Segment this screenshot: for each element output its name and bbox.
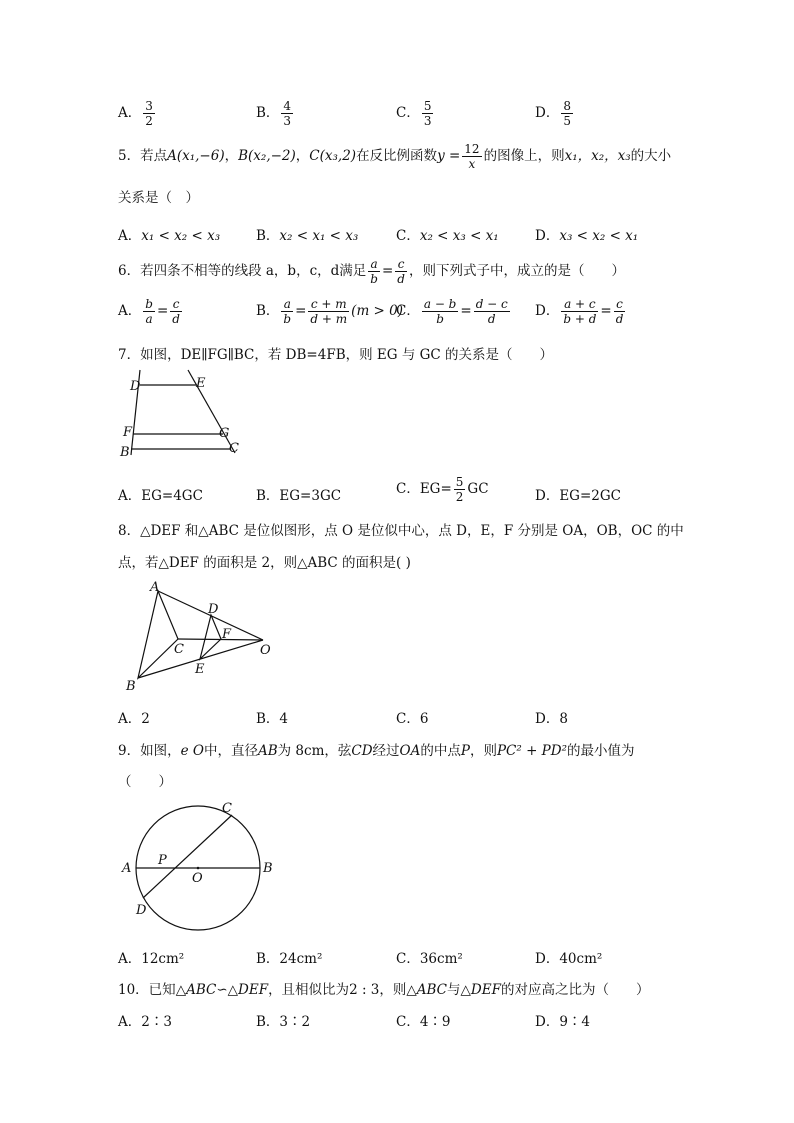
q6-option-a: A． $\frac{b}{a}$ = $\frac{c}{d}$ <box>118 297 180 326</box>
q9-label-p: P <box>158 853 167 868</box>
q8-label-a: A <box>150 580 160 595</box>
fraction: $\frac{8}{5}$ <box>563 99 571 128</box>
q5-option-d: D．x₃ < x₂ < x₁ <box>535 228 639 244</box>
q7-stem: 7．如图，DE∥FG∥BC，若 DB=4FB，则 EG 与 GC 的关系是（ ） <box>118 347 554 363</box>
q8-option-d: D．8 <box>535 711 568 727</box>
q9-stem: 9．如图，e O中，直径AB为 8cm，弦CD经过OA的中点P，则PC² + PD²的最小值为 <box>118 743 635 759</box>
fraction: $\frac{5}{2}$ <box>455 475 464 504</box>
q6-option-d: D． $\frac{a + c}{b + d}$ = $\frac{c}{d}$ <box>535 297 624 326</box>
q6-stem: 6．若四条不相等的线段 a，b，c，d满足 $\frac{a}{b}$ = $\frac{c}{d}$ ，则下列式子中，成立的是（ ） <box>118 257 625 286</box>
fraction: $\frac{a - b}{b}$ <box>423 297 457 326</box>
q9-label-c: C <box>222 801 232 816</box>
q10-option-b: B．3∶2 <box>256 1014 311 1030</box>
q7-figure <box>110 365 260 465</box>
fraction: $\frac{c}{d}$ <box>172 297 180 326</box>
q9-option-d: D．40cm² <box>535 951 603 967</box>
fraction: $\frac{b}{a}$ <box>145 297 153 326</box>
fraction: $\frac{4}{3}$ <box>283 99 292 128</box>
q7-label-f: F <box>123 425 133 440</box>
fraction: $\frac{a}{b}$ <box>370 257 378 286</box>
q8-option-b: B．4 <box>256 711 289 727</box>
q8-triangle-abc <box>138 591 178 678</box>
q9-label-o: O <box>192 871 203 886</box>
q8-triangle-def <box>200 615 221 659</box>
fraction: $\frac{12}{x}$ <box>464 142 480 171</box>
q8-stem-line1: 8．△DEF 和△ABC 是位似图形，点 O 是位似中心，点 D，E，F 分别是 OA，OB，OC 的中 <box>118 523 684 539</box>
fraction: $\frac{d - c}{d}$ <box>475 297 508 326</box>
q9-chord-cd <box>143 815 232 898</box>
q8-option-a: A．2 <box>118 711 150 727</box>
q4-option-d: D． $\frac{8}{5}$ <box>535 99 571 128</box>
q6-option-c: C． $\frac{a - b}{b}$ = $\frac{d - c}{d}$ <box>396 297 508 326</box>
q7-option-a: A．EG=4GC <box>118 488 203 504</box>
q8-label-e: E <box>195 662 205 677</box>
q7-label-d: D <box>130 379 141 394</box>
fraction: $\frac{3}{2}$ <box>145 99 153 128</box>
q9-option-b: B．24cm² <box>256 951 323 967</box>
q8-label-f: F <box>222 627 232 642</box>
q8-option-c: C．6 <box>396 711 429 727</box>
q9-label-a: A <box>122 861 132 876</box>
q10-option-a: A．2∶3 <box>118 1014 172 1030</box>
q7-option-d: D．EG=2GC <box>535 488 621 504</box>
q5-option-b: B．x₂ < x₁ < x₃ <box>256 228 359 244</box>
q9-stem-line2: （ ） <box>118 774 172 790</box>
fraction: $\frac{c}{d}$ <box>615 297 624 326</box>
q8-label-d: D <box>208 602 219 617</box>
q8-figure <box>118 578 278 698</box>
q4-option-a: A． $\frac{3}{2}$ <box>118 99 153 128</box>
q7-option-b: B．EG=3GC <box>256 488 342 504</box>
q5-stem-line2: 关系是（ ） <box>118 190 199 206</box>
q8-stem-line2: 点，若△DEF 的面积是 2，则△ABC 的面积是( ) <box>118 555 411 571</box>
q10-option-d: D．9∶4 <box>535 1014 591 1030</box>
q7-label-b: B <box>120 445 130 460</box>
fraction: $\frac{c}{d}$ <box>397 257 405 286</box>
q9-label-b: B <box>263 861 273 876</box>
q4-option-b: B． $\frac{4}{3}$ <box>256 99 292 128</box>
fraction: $\frac{c + m}{d + m}$ <box>310 297 348 326</box>
fraction: $\frac{a}{b}$ <box>283 297 292 326</box>
q4-option-c: C． $\frac{5}{3}$ <box>396 99 432 128</box>
q9-option-c: C．36cm² <box>396 951 463 967</box>
q5-option-c: C．x₂ < x₃ < x₁ <box>396 228 499 244</box>
q8-label-c: C <box>174 642 184 657</box>
q5-option-a: A．x₁ < x₂ < x₃ <box>118 228 221 244</box>
q6-option-b: B． $\frac{a}{b}$ = $\frac{c + m}{d + m}$ (m > 0) <box>256 297 403 326</box>
q8-label-o: O <box>260 643 271 658</box>
q7-label-e: E <box>196 376 206 391</box>
q9-figure <box>118 795 278 925</box>
fraction: $\frac{5}{3}$ <box>423 99 432 128</box>
q8-label-b: B <box>126 679 136 694</box>
fraction: $\frac{a + c}{b + d}$ <box>563 297 597 326</box>
q10-option-c: C．4∶9 <box>396 1014 451 1030</box>
q7-label-g: G <box>219 426 230 441</box>
q9-option-a: A．12cm² <box>118 951 185 967</box>
q9-center-point <box>197 867 200 870</box>
q10-stem: 10．已知△ABC∽△DEF，且相似比为2 : 3，则△ABC与△DEF的对应高之比为（ ） <box>118 982 650 998</box>
q9-label-d: D <box>136 903 147 918</box>
q7-label-c: C <box>229 441 239 456</box>
q5-stem: 5．若点A(x₁,−6)，B(x₂,−2)，C(x₃,2)在反比例函数y = $\frac{12}{x}$ 的图像上，则x₁，x₂，x₃的大小 <box>118 142 672 171</box>
q7-option-c: C．EG= $\frac{5}{2}$ GC <box>396 475 489 504</box>
